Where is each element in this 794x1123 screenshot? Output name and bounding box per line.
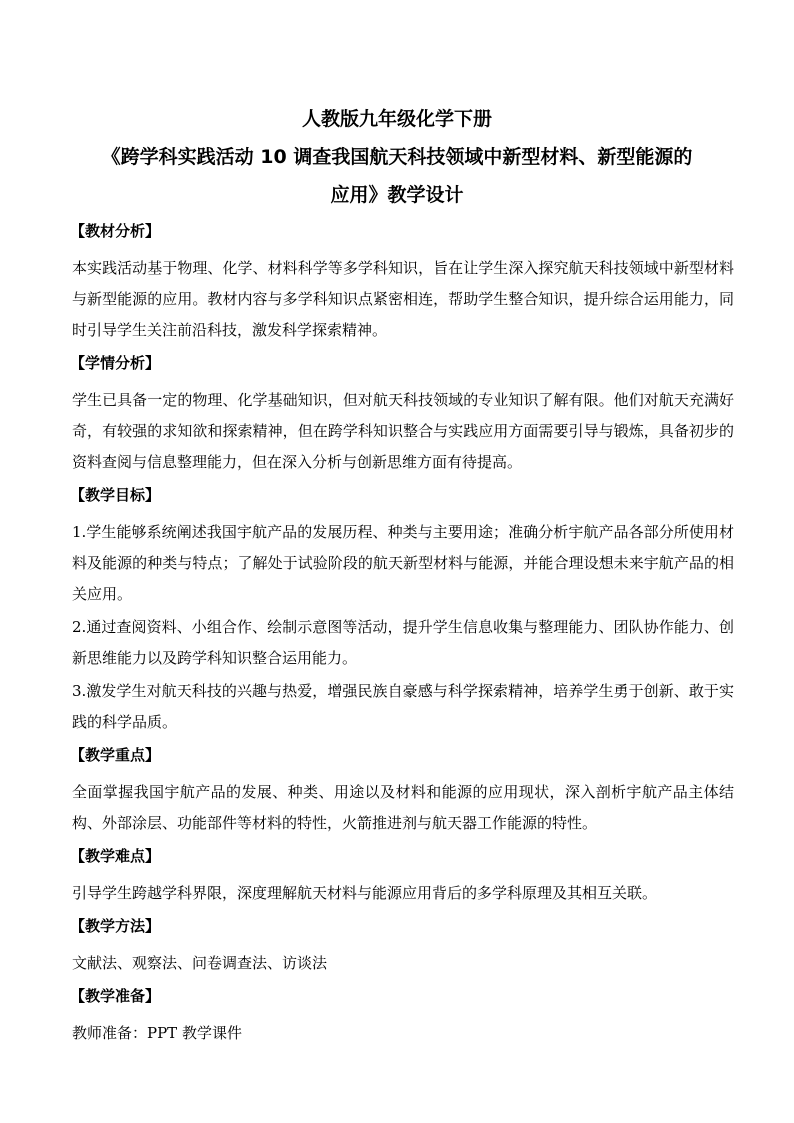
objective-item-2: 2.通过查阅资料、小组合作、绘制示意图等活动，提升学生信息收集与整理能力、团队协作能力、创新思维能力以及跨学科知识整合运用能力。 (72, 618, 734, 667)
paragraph-key-points: 全面掌握我国宇航产品的发展、种类、用途以及材料和能源的应用现状，深入剖析宇航产品主体结构、外部涂层、功能部件等材料的特性，火箭推进剂与航天器工作能源的特性。 (72, 783, 734, 832)
document-body (72, 216, 734, 1051)
paragraph-difficulties: 引导学生跨越学科界限，深度理解航天材料与能源应用背后的多学科原理及其相互关联。 (72, 884, 658, 902)
document-title (60, 100, 734, 214)
paragraph-analysis-materials: 本实践活动基于物理、化学、材料科学等多学科知识，旨在让学生深入探究航天科技领域中新型材料与新型能源的应用。教材内容与多学科知识点紧密相连，帮助学生整合知识，提升综合运用能力，同时引导学生关注前沿科技，激发科学探索精神。 (72, 259, 734, 339)
heading-analysis-students: 【学情分析】 (70, 354, 161, 372)
objective-item-3: 3.激发学生对航天科技的兴趣与热爱，增强民族自豪感与科学探索精神，培养学生勇于创新、敢于实践的科学品质。 (72, 682, 734, 731)
heading-methods: 【教学方法】 (70, 917, 161, 935)
paragraph-preparation: 教师准备：PPT 教学课件 (72, 1024, 242, 1042)
heading-analysis-materials: 【教材分析】 (70, 222, 161, 240)
objective-item-1: 1.学生能够系统阐述我国宇航产品的发展历程、种类与主要用途；准确分析宇航产品各部分所使用材料及能源的种类与特点；了解处于试验阶段的航天新型材料与能源，并能合理设想未来宇航产品的相关应用。 (72, 523, 734, 603)
heading-objectives: 【教学目标】 (70, 486, 161, 504)
heading-difficulties: 【教学难点】 (70, 847, 161, 865)
title-line-3: 应用》教学设计 (330, 184, 464, 206)
heading-key-points: 【教学重点】 (70, 746, 161, 764)
paragraph-analysis-students: 学生已具备一定的物理、化学基础知识，但对航天科技领域的专业知识了解有限。他们对航天充满好奇，有较强的求知欲和探索精神，但在跨学科知识整合与实践应用方面需要引导与锻炼，具备初步的资料查阅与信息整理能力，但在深入分析与创新思维方面有待提高。 (72, 391, 734, 471)
title-line-1: 人教版九年级化学下册 (301, 108, 492, 130)
paragraph-methods: 文献法、观察法、问卷调查法、访谈法 (72, 954, 328, 972)
heading-preparation: 【教学准备】 (70, 987, 161, 1005)
title-line-2: 《跨学科实践活动 10 调查我国航天科技领域中新型材料、新型能源的 (101, 146, 693, 168)
